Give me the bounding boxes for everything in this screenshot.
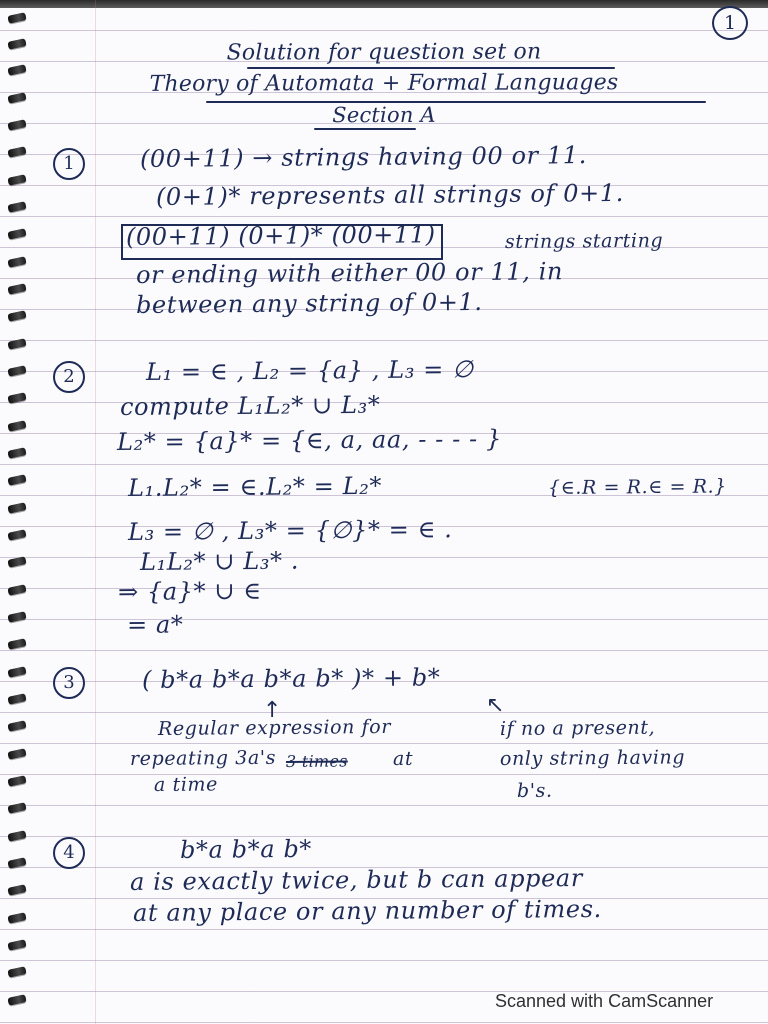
spiral-ring-icon [7, 365, 26, 377]
q3-line-5: a time [153, 773, 219, 796]
spiral-ring-icon [7, 556, 26, 568]
q1-line-3: (00+11) (0+1)* (00+11) [125, 220, 436, 251]
spiral-ring-icon [7, 174, 26, 186]
q4-line-3: at any place or any number of times. [132, 894, 602, 927]
spiral-ring-icon [7, 12, 26, 24]
spiral-ring-icon [7, 474, 26, 486]
question-number-1: 1 [53, 148, 85, 180]
q3-struck-text: 3 times [285, 751, 348, 771]
q2-line-2: compute L₁L₂* ∪ L₃* [119, 390, 381, 421]
q1-line-5: or ending with either 00 or 11, in [135, 257, 564, 289]
spiral-ring-icon [7, 420, 26, 432]
spiral-ring-icon [7, 720, 26, 732]
spiral-ring-icon [7, 338, 26, 350]
q3-left-arrow-icon: ↑ [263, 698, 282, 723]
q3-line-8: b's. [516, 779, 553, 802]
q2-line-8: ⇒ {a}* ∪ ∈ [117, 576, 262, 606]
spiral-ring-icon [7, 830, 26, 842]
title-underline [247, 67, 615, 69]
q3-line-3: repeating 3a's [129, 746, 277, 770]
spiral-ring-icon [7, 912, 26, 924]
q2-line-5: {∈.R = R.∈ = R.} [547, 475, 728, 499]
spiral-ring-icon [7, 775, 26, 787]
scanner-watermark: Scanned with CamScanner [495, 991, 714, 1011]
question-number-3: 3 [53, 667, 85, 699]
top-paper-edge [0, 0, 768, 8]
q2-line-6: L₃ = ∅ , L₃* = {∅}* = ∈ . [127, 515, 453, 546]
q1-line-2: (0+1)* represents all strings of 0+1. [155, 178, 624, 211]
q3-line-2: Regular expression for [157, 715, 392, 740]
spiral-ring-icon [7, 529, 26, 541]
spiral-ring-icon [7, 748, 26, 760]
spiral-ring-icon [7, 884, 26, 896]
spiral-ring-icon [7, 310, 26, 322]
spiral-ring-icon [7, 994, 26, 1006]
q4-line-2: a is exactly twice, but b can appear [129, 864, 583, 896]
q1-line-4: strings starting [504, 229, 664, 253]
spiral-ring-icon [7, 693, 26, 705]
spiral-ring-icon [7, 146, 26, 158]
page-number: 1 [712, 6, 748, 40]
spiral-ring-icon [7, 857, 26, 869]
spiral-ring-icon [7, 256, 26, 268]
spiral-ring-icon [7, 666, 26, 678]
question-number-4: 4 [53, 837, 85, 869]
spiral-ring-icon [7, 201, 26, 213]
q4-line-1: b*a b*a b* [179, 834, 313, 864]
spiral-ring-icon [7, 228, 26, 240]
spiral-ring-icon [7, 939, 26, 951]
q3-line-4: at [392, 747, 414, 770]
q3-line-1: ( b*a b*a b*a b* )* + b* [141, 663, 441, 694]
spiral-ring-icon [7, 502, 26, 514]
q2-line-3: L₂* = {a}* = {∈, a, aa, - - - - } [116, 424, 503, 456]
q1-line-6: between any string of 0+1. [135, 287, 483, 319]
page-title: Solution for question set on [226, 39, 542, 66]
spiral-ring-icon [7, 638, 26, 650]
section-heading: Section A [332, 102, 436, 128]
q1-line-1: (00+11) → strings having 00 or 11. [139, 141, 588, 173]
margin-line [95, 0, 96, 1024]
q2-line-1: L₁ = ∈ , L₂ = {a} , L₃ = ∅ [145, 355, 474, 386]
spiral-ring-icon [7, 584, 26, 596]
spiral-ring-icon [7, 966, 26, 978]
page-subtitle: Theory of Automata + Formal Languages [149, 70, 619, 97]
q3-line-6: if no a present, [499, 716, 656, 740]
q2-line-9: = a* [126, 610, 184, 639]
spiral-ring-icon [7, 283, 26, 295]
q2-line-7: L₁L₂* ∪ L₃* . [139, 546, 300, 576]
spiral-binding [0, 0, 40, 1024]
q3-line-7: only string having [499, 746, 686, 770]
spiral-ring-icon [7, 611, 26, 623]
section-underline [314, 128, 416, 130]
spiral-ring-icon [7, 802, 26, 814]
spiral-ring-icon [7, 447, 26, 459]
q2-line-4: L₁.L₂* = ∈.L₂* = L₂* [127, 471, 383, 502]
question-number-2: 2 [53, 361, 85, 393]
spiral-ring-icon [7, 392, 26, 404]
q3-right-arrow-icon: ↖ [486, 693, 505, 718]
